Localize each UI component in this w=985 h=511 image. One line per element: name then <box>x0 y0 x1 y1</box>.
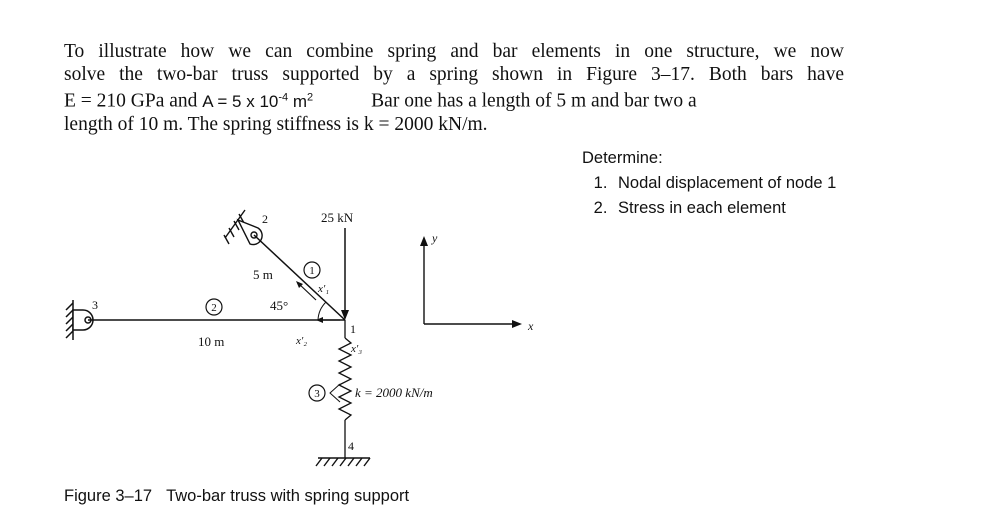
paragraph-line-1: To illustrate how we can combine spring and bar elements in one structure, we now <box>64 41 844 62</box>
spring-element-3 <box>339 320 351 458</box>
figure-caption <box>64 487 409 506</box>
node-1-label: 1 <box>350 322 356 336</box>
area-text: A = 5 x $10^{-4}$ $m^2$ <box>202 91 314 111</box>
task-item: 1. Nodal displacement of node 1 <box>612 171 836 196</box>
paragraph-line-4: length of 10 m. The spring stiffness is k = 2000 kN/m. <box>64 113 488 135</box>
axis-x-label: x <box>528 319 534 333</box>
node-4-label: 4 <box>348 439 354 453</box>
axis-y-label: y <box>432 231 438 245</box>
angle-arc <box>318 302 326 320</box>
bar-2-length: 10 m <box>198 334 225 349</box>
element-3-label: 3 <box>314 388 320 400</box>
task-heading: Determine: <box>582 149 663 167</box>
angle-label: 45° <box>270 298 289 313</box>
local-axis-x3: x′₃ <box>351 343 363 355</box>
load-label: 25 kN <box>321 210 354 225</box>
caption-text: Two-bar truss with spring support <box>166 487 410 505</box>
caption-number: Figure 3–17 <box>64 487 153 505</box>
node-2-label: 2 <box>262 212 268 226</box>
material-modulus-text: E = 210 GPa and <box>64 90 203 112</box>
task-item: 2. Stress in each element <box>612 196 836 221</box>
bar-1-length: 5 m <box>253 267 273 282</box>
bar-length-text: Bar one has a length of 5 m and bar two a <box>371 90 697 112</box>
paragraph-line-2: solve the two-bar truss supported by a spring shown in Figure 3–17. Both bars have <box>64 64 844 85</box>
local-axis-x1: x′₁ <box>318 283 330 295</box>
element-2-label: 2 <box>211 302 217 314</box>
element-1-label: 1 <box>309 265 315 277</box>
spring-label: k = 2000 kN/m <box>355 385 433 400</box>
pin-support-node-2 <box>224 210 262 245</box>
global-axes <box>424 242 516 324</box>
local-axis-x2: x′₂ <box>296 335 308 347</box>
ground-support-node-4 <box>316 458 370 466</box>
node-3-label: 3 <box>92 298 98 312</box>
